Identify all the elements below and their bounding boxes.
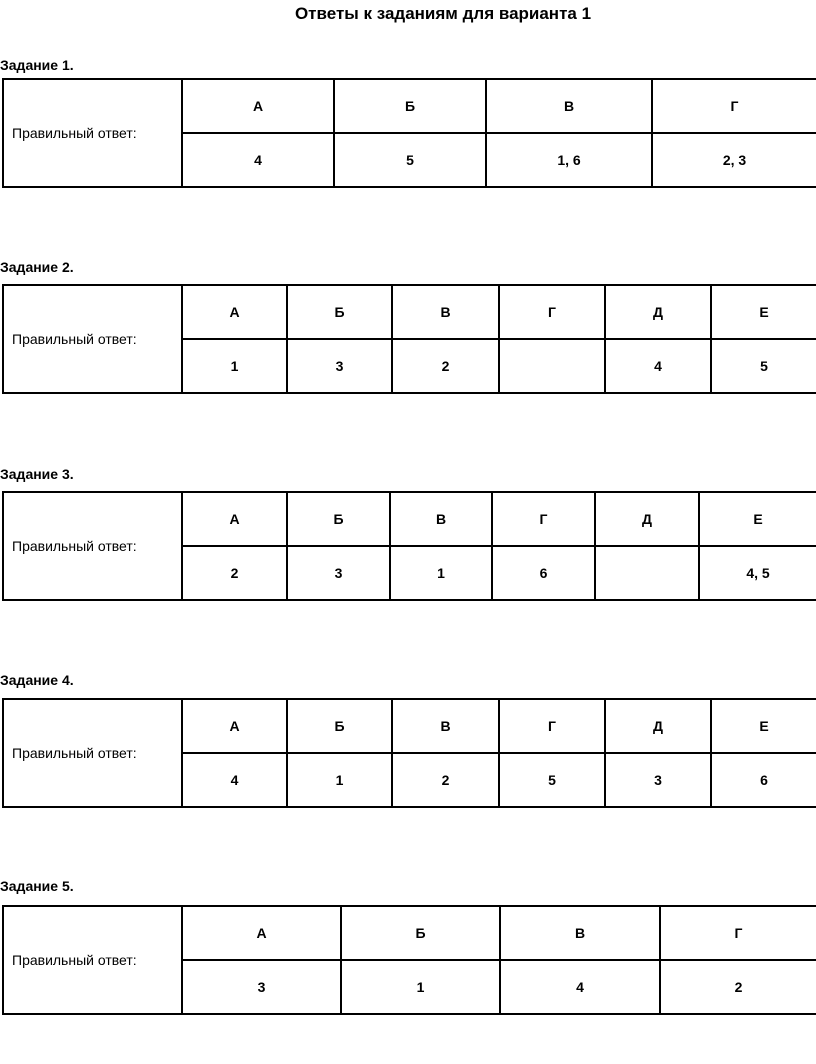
letter-cell: Г bbox=[652, 79, 816, 133]
answer-cell: 2 bbox=[392, 339, 499, 393]
letter-cell: В bbox=[392, 285, 499, 339]
page-title: Ответы к заданиям для варианта 1 bbox=[294, 4, 592, 23]
letter-cell: Б bbox=[341, 906, 500, 960]
task-4-table bbox=[2, 698, 816, 808]
answer-cell: 5 bbox=[334, 133, 486, 187]
answer-cell: 2 bbox=[182, 546, 287, 600]
letter-cell: Г bbox=[492, 492, 595, 546]
letter-cell: Г bbox=[660, 906, 816, 960]
answer-cell: 6 bbox=[492, 546, 595, 600]
answer-cell: 4 bbox=[182, 133, 334, 187]
row-label: Правильный ответ: bbox=[3, 492, 182, 600]
row-label: Правильный ответ: bbox=[3, 285, 182, 393]
letter-cell: В bbox=[486, 79, 652, 133]
row-label: Правильный ответ: bbox=[3, 699, 182, 807]
answer-cell: 3 bbox=[605, 753, 711, 807]
letter-cell: Е bbox=[711, 285, 816, 339]
row-label: Правильный ответ: bbox=[3, 906, 182, 1014]
answer-cell: 4 bbox=[500, 960, 660, 1014]
letter-cell: Б bbox=[287, 699, 392, 753]
answer-cell: 2 bbox=[392, 753, 499, 807]
letter-cell: Д bbox=[595, 492, 699, 546]
answer-cell: 2, 3 bbox=[652, 133, 816, 187]
letter-cell: Б bbox=[334, 79, 486, 133]
task-2-table bbox=[2, 284, 816, 394]
letter-cell: Е bbox=[711, 699, 816, 753]
task-3-label: Задание 3. bbox=[0, 466, 74, 482]
letter-cell: Б bbox=[287, 285, 392, 339]
answer-cell: 3 bbox=[182, 960, 341, 1014]
answer-cell: 2 bbox=[660, 960, 816, 1014]
task-5-table bbox=[2, 905, 816, 1015]
letter-cell: Д bbox=[605, 285, 711, 339]
task-2-label: Задание 2. bbox=[0, 259, 74, 275]
answer-cell: 3 bbox=[287, 339, 392, 393]
answer-cell: 5 bbox=[711, 339, 816, 393]
task-1-table bbox=[2, 78, 816, 188]
letter-cell: В bbox=[500, 906, 660, 960]
answer-cell: 1 bbox=[287, 753, 392, 807]
letter-cell: В bbox=[390, 492, 492, 546]
letter-cell: Д bbox=[605, 699, 711, 753]
answer-cell: 1 bbox=[182, 339, 287, 393]
answer-cell: 4 bbox=[182, 753, 287, 807]
task-3-table bbox=[2, 491, 816, 601]
answer-cell bbox=[595, 546, 699, 600]
letter-cell: А bbox=[182, 285, 287, 339]
answer-cell: 4 bbox=[605, 339, 711, 393]
letter-cell: А bbox=[182, 492, 287, 546]
answer-cell: 1, 6 bbox=[486, 133, 652, 187]
letter-cell: Е bbox=[699, 492, 816, 546]
letter-cell: А bbox=[182, 79, 334, 133]
letter-cell: Г bbox=[499, 699, 605, 753]
answer-cell bbox=[499, 339, 605, 393]
answer-cell: 4, 5 bbox=[699, 546, 816, 600]
answer-cell: 1 bbox=[341, 960, 500, 1014]
answer-cell: 3 bbox=[287, 546, 390, 600]
task-5-label: Задание 5. bbox=[0, 878, 74, 894]
task-4-label: Задание 4. bbox=[0, 672, 74, 688]
letter-cell: В bbox=[392, 699, 499, 753]
task-1-label: Задание 1. bbox=[0, 57, 74, 73]
letter-cell: Б bbox=[287, 492, 390, 546]
answer-cell: 6 bbox=[711, 753, 816, 807]
letter-cell: А bbox=[182, 906, 341, 960]
answer-cell: 1 bbox=[390, 546, 492, 600]
letter-cell: Г bbox=[499, 285, 605, 339]
answer-cell: 5 bbox=[499, 753, 605, 807]
letter-cell: А bbox=[182, 699, 287, 753]
row-label: Правильный ответ: bbox=[3, 79, 182, 187]
